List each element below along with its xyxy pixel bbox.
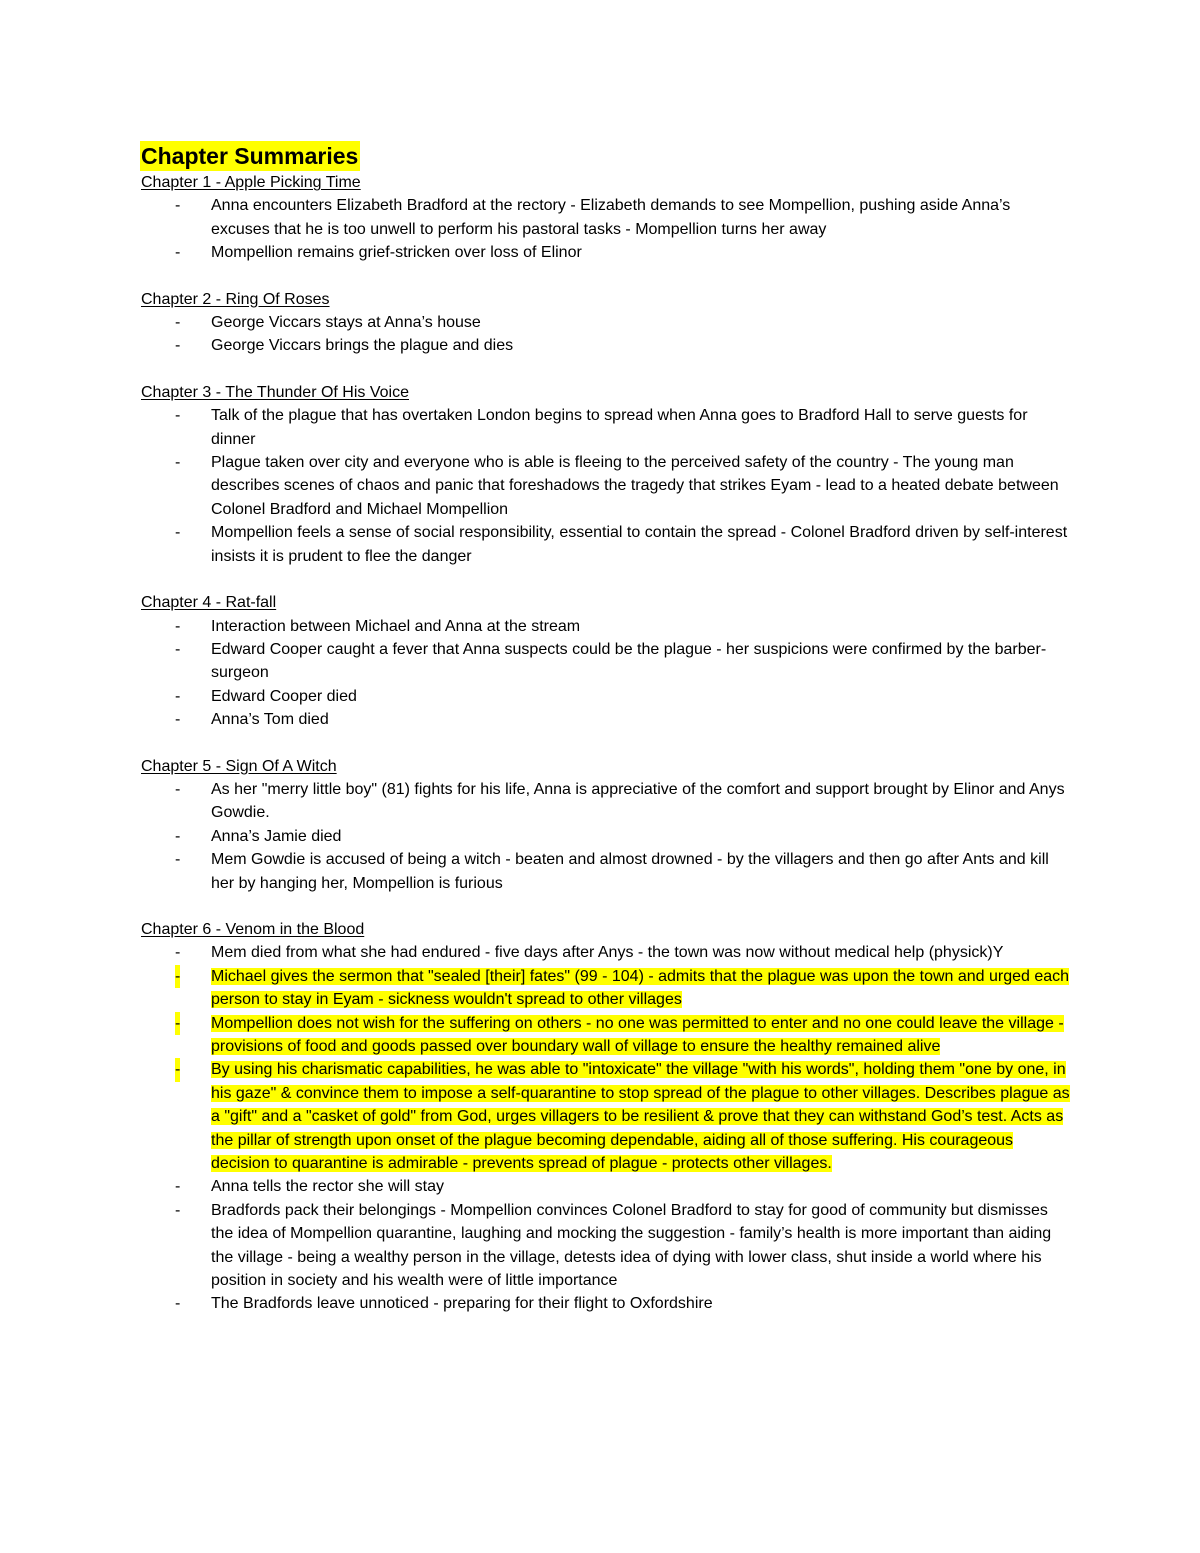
list-item-text: Mompellion feels a sense of social responsibility, essential to contain the spread - Colonel Bradford driven by self-interest insists it is prudent to flee the danger xyxy=(211,524,1068,565)
list-item-text: Anna tells the rector she will stay xyxy=(211,1178,444,1196)
list-item xyxy=(141,848,1071,895)
chapter-list xyxy=(141,171,1071,1316)
list-item xyxy=(141,778,1071,825)
list-item-text: Talk of the plague that has overtaken London begins to spread when Anna goes to Bradford Hall to serve guests for dinner xyxy=(211,407,1028,448)
list-item xyxy=(141,241,1071,264)
chapter-heading: Chapter 6 - Venom in the Blood xyxy=(141,920,365,938)
bullet-dash: - xyxy=(175,314,181,332)
bullet-dash: - xyxy=(175,407,181,425)
chapter-heading: Chapter 3 - The Thunder Of His Voice xyxy=(141,383,409,401)
list-item xyxy=(141,615,1071,638)
list-item xyxy=(141,638,1071,685)
highlighted-list-item xyxy=(141,1058,1071,1175)
list-item-text: Plague taken over city and everyone who is able is fleeing to the perceived safety of the country - The young man describes scenes of chaos and panic that foreshadows the tragedy that strikes Eyam - lead to a heated debate between Colonel Bradford and Michael Mompellion xyxy=(211,454,1059,518)
list-item-text: Michael gives the sermon that "sealed [their] fates" (99 - 104) - admits that the plague was upon the town and urged each person to stay in Eyam - sickness wouldn't spread to other villages xyxy=(211,967,1070,1009)
list-item-text: As her "merry little boy" (81) fights for his life, Anna is appreciative of the comfort and support brought by Elinor and Anys Gowdie. xyxy=(211,780,1065,822)
bullet-dash: - xyxy=(175,827,181,845)
bullet-dash: - xyxy=(175,851,181,869)
list-item-text: Interaction between Michael and Anna at the stream xyxy=(211,617,581,635)
bullet-list xyxy=(141,615,1071,732)
list-item-text: Edward Cooper died xyxy=(211,687,357,705)
chapter-section xyxy=(141,755,1071,895)
chapter-section xyxy=(141,288,1071,358)
list-item-text: The Bradfords leave unnoticed - preparing for their flight to Oxfordshire xyxy=(211,1295,713,1313)
chapter-section xyxy=(141,918,1071,1316)
list-item-text: George Viccars stays at Anna’s house xyxy=(211,314,481,332)
bullet-dash: - xyxy=(175,1295,181,1313)
list-item-text: Anna encounters Elizabeth Bradford at the rectory - Elizabeth demands to see Mompellion, pushing aside Anna’s excuses that he is too unwell to perform his pastoral tasks - Mompellion turns her away xyxy=(211,197,1011,238)
list-item xyxy=(141,685,1071,708)
bullet-list xyxy=(141,194,1071,264)
chapter-heading: Chapter 5 - Sign Of A Witch xyxy=(141,757,337,775)
chapter-section xyxy=(141,591,1071,731)
bullet-dash: - xyxy=(175,617,181,635)
list-item xyxy=(141,825,1071,848)
list-item xyxy=(141,521,1071,568)
chapter-heading: Chapter 2 - Ring Of Roses xyxy=(141,290,330,308)
bullet-dash: - xyxy=(175,944,181,962)
highlighted-list-item xyxy=(141,1012,1071,1059)
highlighted-list-item xyxy=(141,965,1071,1012)
list-item xyxy=(141,404,1071,451)
bullet-list xyxy=(141,311,1071,358)
list-item xyxy=(141,1292,1071,1315)
list-item xyxy=(141,708,1071,731)
chapter-heading: Chapter 4 - Rat-fall xyxy=(141,594,277,612)
bullet-dash: - xyxy=(175,640,181,658)
bullet-dash: - xyxy=(175,454,181,472)
bullet-dash: - xyxy=(175,1178,181,1196)
list-item-text: Bradfords pack their belongings - Mompellion convinces Colonel Bradford to stay for good of community but dismisses the idea of Mompellion quarantine, laughing and mocking the suggestion - family’s health is more important than aiding the village - being a wealthy person in the village, detests idea of dying with lower class, shut inside a world where his position in society and his wealth were of little importance xyxy=(211,1201,1052,1290)
list-item xyxy=(141,311,1071,334)
list-item xyxy=(141,1199,1071,1293)
list-item xyxy=(141,194,1071,241)
bullet-dash: - xyxy=(175,337,181,355)
page-title: Chapter Summaries xyxy=(141,143,359,169)
list-item-text: Mem died from what she had endured - five days after Anys - the town was now without medical help (physick)Y xyxy=(211,944,1004,962)
bullet-dash: - xyxy=(175,780,181,798)
list-item xyxy=(141,451,1071,521)
chapter-section xyxy=(141,381,1071,568)
list-item-text: Mem Gowdie is accused of being a witch - beaten and almost drowned - by the villagers and then go after Ants and kill her by hanging her, Mompellion is furious xyxy=(211,851,1049,892)
list-item xyxy=(141,334,1071,357)
bullet-dash: - xyxy=(175,1012,180,1035)
list-item-text: Anna’s Tom died xyxy=(211,711,329,729)
bullet-dash: - xyxy=(175,1058,180,1081)
list-item xyxy=(141,1175,1071,1198)
list-item-text: By using his charismatic capabilities, he was able to "intoxicate" the village "with his words", holding them "one by one, in his gaze" & convince them to impose a self-quarantine to stop spread of the plague to other villages. Describes plague as a "gift" and a "casket of gold" from God, urges villagers to be resilient & prove that they can withstand God’s test. Acts as the pillar of strength upon onset of the plague becoming dependable, aiding all of those suffering. His courageous decision to quarantine is admirable - prevents spread of plague - protects other villages. xyxy=(211,1061,1070,1173)
bullet-dash: - xyxy=(175,197,181,215)
chapter-section xyxy=(141,171,1071,265)
bullet-dash: - xyxy=(175,524,181,542)
bullet-list xyxy=(141,778,1071,895)
chapter-heading: Chapter 1 - Apple Picking Time xyxy=(141,174,361,191)
list-item-text: Edward Cooper caught a fever that Anna suspects could be the plague - her suspicions were confirmed by the barber-surgeon xyxy=(211,640,1047,682)
list-item-text: Mompellion does not wish for the suffering on others - no one was permitted to enter and no one could leave the village - provisions of food and goods passed over boundary wall of village to ensure the healthy remained alive xyxy=(211,1014,1064,1055)
list-item-text: George Viccars brings the plague and dies xyxy=(211,337,514,355)
bullet-dash: - xyxy=(175,687,181,705)
document-body xyxy=(141,141,1071,1316)
bullet-dash: - xyxy=(175,965,180,988)
bullet-list xyxy=(141,941,1071,1316)
list-item-text: Mompellion remains grief-stricken over loss of Elinor xyxy=(211,244,582,262)
list-item xyxy=(141,941,1071,964)
bullet-dash: - xyxy=(175,711,181,729)
list-item-text: Anna’s Jamie died xyxy=(211,827,342,845)
bullet-dash: - xyxy=(175,244,181,262)
bullet-dash: - xyxy=(175,1201,181,1219)
bullet-list xyxy=(141,404,1071,568)
